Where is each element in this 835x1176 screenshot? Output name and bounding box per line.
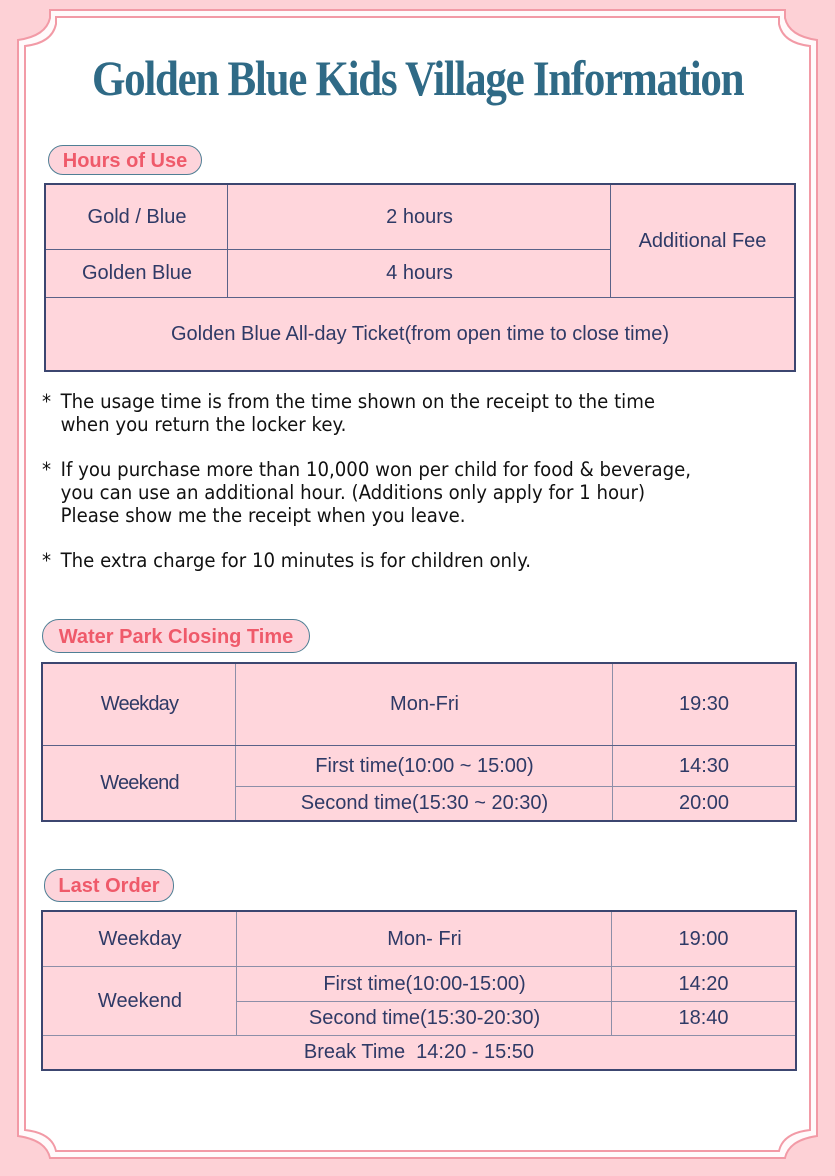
weekend-second-session: Second time(15:30 ~ 20:30): [300, 792, 549, 814]
note-item: * The usage time is from the time shown on the receipt to the time when you return the locker key.: [42, 390, 656, 436]
weekend-first-session: First time(10:00-15:00): [323, 972, 526, 995]
hours-of-use-table: [44, 183, 796, 372]
page-title: Golden Blue Kids Village Information: [91, 50, 744, 106]
weekend-second-closing-time: 20:00: [678, 792, 730, 814]
note-item: * If you purchase more than 10,000 won per child for food & beverage, you can use an additional hour. (Additions only apply for 1 hour) Please show me the receipt when you leave.: [42, 458, 692, 527]
weekend-first-last-order-time: 14:20: [678, 972, 729, 995]
break-time: Break Time 14:20 - 15:50: [303, 1041, 535, 1063]
ticket-duration: 4 hours: [386, 262, 453, 284]
weekday-closing-time: 19:30: [678, 693, 730, 715]
note-item: * The extra charge for 10 minutes is for children only.: [42, 549, 531, 572]
weekday-days: Mon-Fri: [390, 693, 459, 715]
water-park-closing-label: Water Park Closing Time: [42, 619, 310, 653]
weekday-label: Weekday: [100, 693, 179, 715]
last-order-label: Last Order: [44, 869, 174, 902]
weekend-second-last-order-time: 18:40: [678, 1007, 729, 1029]
weekday-days: Mon- Fri: [387, 927, 462, 950]
ticket-name: Gold / Blue: [87, 206, 187, 228]
weekend-second-session: Second time(15:30-20:30): [308, 1007, 541, 1029]
weekday-last-order-time: 19:00: [678, 927, 729, 950]
water-park-closing-table: [41, 662, 797, 822]
weekend-first-session: First time(10:00 ~ 15:00): [315, 754, 534, 777]
all-day-ticket: Golden Blue All-day Ticket(from open time to close time): [171, 322, 669, 345]
weekend-first-closing-time: 14:30: [678, 754, 730, 777]
last-order-table: [41, 910, 797, 1071]
weekend-label: Weekend: [100, 771, 179, 794]
ticket-duration: 2 hours: [386, 206, 453, 228]
usage-notes: [42, 390, 749, 594]
additional-fee: Additional Fee: [638, 229, 767, 252]
weekday-label: Weekday: [98, 927, 182, 950]
weekend-label: Weekend: [97, 989, 183, 1012]
ticket-name: Golden Blue: [81, 262, 193, 284]
hours-of-use-label: Hours of Use: [48, 145, 202, 175]
